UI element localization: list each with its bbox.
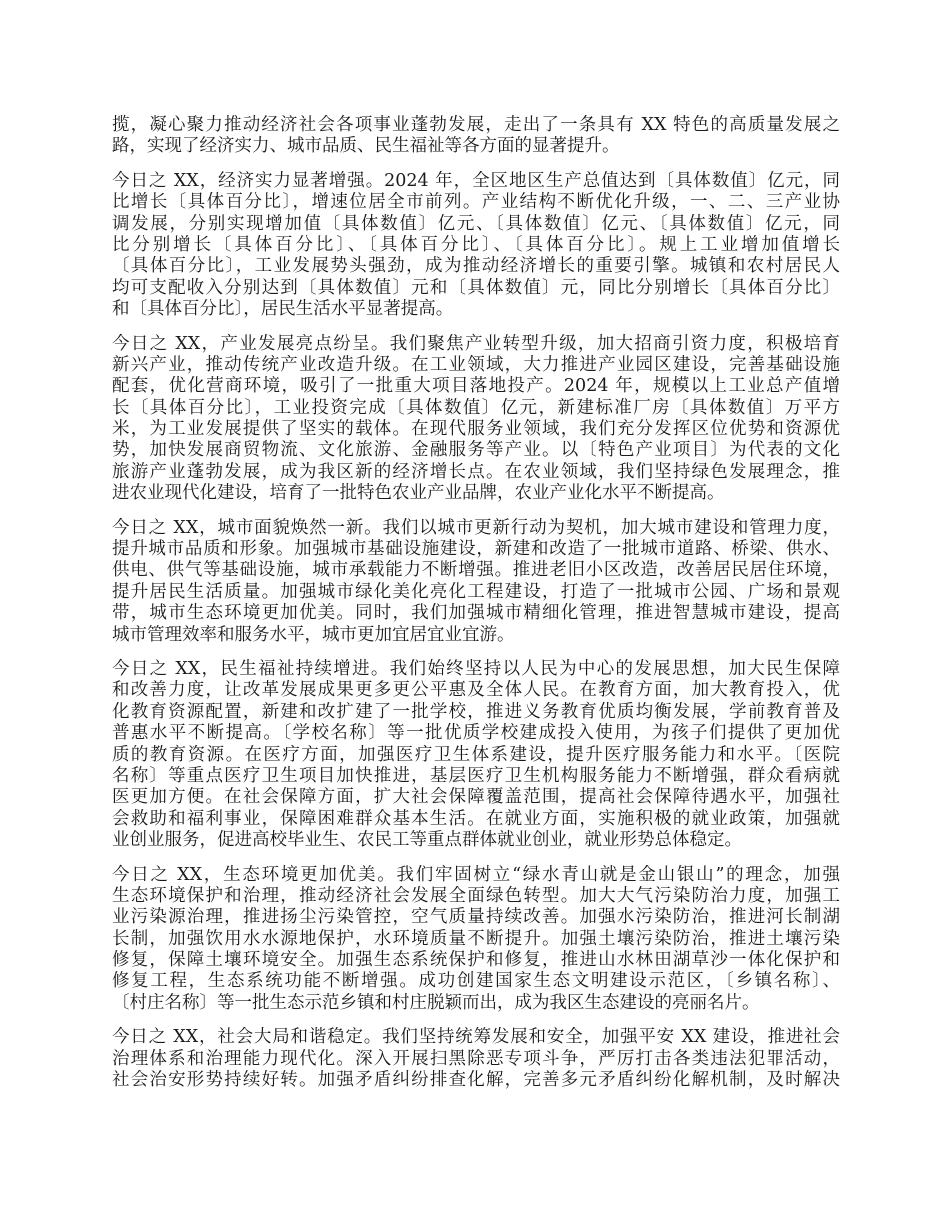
text-line: 今日之 XX，生态环境更加优美。我们牢固树立“绿水青山就是金山银山”的理念，加强	[112, 864, 840, 885]
paragraph	[112, 334, 840, 505]
document-body	[112, 115, 840, 1104]
text-line: 提升居民生活质量。加强城市绿化美化亮化工程建设，打造了一批城市公园、广场和景观	[112, 581, 840, 602]
text-line: 治理体系和治理能力现代化。深入开展扫黑除恶专项斗争，严厉打击各类违法犯罪活动，	[112, 1048, 840, 1069]
text-line: 带，城市生态环境更加优美。同时，我们加强城市精细化管理，推进智慧城市建设，提高	[112, 603, 840, 624]
text-line: 供电、供气等基础设施，城市承载能力不断增强。推进老旧小区改造，改善居民居住环境，	[112, 560, 840, 581]
text-line: 和〔具体百分比〕，居民生活水平显著提高。	[112, 299, 454, 320]
text-line: 今日之 XX，社会大局和谐稳定。我们坚持统筹发展和安全，加强平安 XX 建设，推进社会	[112, 1027, 840, 1048]
text-line: 比增长〔具体百分比〕，增速位居全市前列。产业结构不断优化升级，一、二、三产业协	[112, 192, 840, 213]
text-line: 今日之 XX，民生福祉持续增进。我们始终坚持以人民为中心的发展思想，加大民生保障	[112, 658, 840, 679]
text-line: 今日之 XX，城市面貌焕然一新。我们以城市更新行动为契机，加大城市建设和管理力度，	[112, 517, 840, 538]
text-line: 业创业服务，促进高校毕业生、农民工等重点群体就业创业，就业形势总体稳定。	[112, 830, 742, 851]
text-line: 提升城市品质和形象。加强城市基础设施建设，新建和改造了一批城市道路、桥梁、供水、	[112, 539, 840, 560]
text-line: 化教育资源配置，新建和改扩建了一批学校，推进义务教育优质均衡发展，学前教育普及	[112, 701, 840, 722]
paragraph	[112, 171, 840, 321]
text-line: 〔具体百分比〕，工业发展势头强劲，成为推动经济增长的重要引擎。城镇和农村居民人	[112, 256, 840, 277]
paragraph	[112, 115, 840, 158]
text-line: 比分别增长〔具体百分比〕、〔具体百分比〕、〔具体百分比〕。规上工业增加值增长	[112, 234, 840, 255]
text-line: 修复工程，生态系统功能不断增强。成功创建国家生态文明建设示范区，〔乡镇名称〕、	[112, 971, 840, 992]
paragraph	[112, 659, 840, 852]
text-line: 配套，优化营商环境，吸引了一批重大项目落地投产。2024 年，规模以上工业总产值增	[112, 376, 840, 397]
text-line: 调发展，分别实现增加值〔具体数值〕亿元、〔具体数值〕亿元、〔具体数值〕亿元，同	[112, 213, 840, 234]
paragraph	[112, 1027, 840, 1091]
text-line: 长制，加强饮用水水源地保护，水环境质量不断提升。加强土壤污染防治，推进土壤污染	[112, 928, 840, 949]
text-line: 名称〕等重点医疗卫生项目加快推进，基层医疗卫生机构服务能力不断增强，群众看病就	[112, 765, 840, 786]
text-line: 生态环境保护和治理，推动经济社会发展全面绿色转型。加大大气污染防治力度，加强工	[112, 885, 840, 906]
text-line: 新兴产业，推动传统产业改造升级。在工业领域，大力推进产业园区建设，完善基础设施	[112, 354, 840, 375]
text-line: 业污染源治理，推进扬尘污染管控，空气质量持续改善。加强水污染防治，推进河长制湖	[112, 907, 840, 928]
text-line: 路，实现了经济实力、城市品质、民生福祉等各方面的显著提升。	[112, 136, 620, 157]
paragraph	[112, 865, 840, 1015]
text-line: 普惠水平不断提高。〔学校名称〕等一批优质学校建成投入使用，为孩子们提供了更加优	[112, 723, 840, 744]
text-line: 质的教育资源。在医疗方面，加强医疗卫生体系建设，提升医疗服务能力和水平。〔医院	[112, 744, 840, 765]
text-line: 进农业现代化建设，培育了一批特色农业产业品牌，农业产业化水平不断提高。	[112, 483, 725, 504]
text-line: 和改善力度，让改革发展成果更多更公平惠及全体人民。在教育方面，加大教育投入，优	[112, 680, 840, 701]
text-line: 势，加快发展商贸物流、文化旅游、金融服务等产业。以〔特色产业项目〕为代表的文化	[112, 440, 840, 461]
text-line: 揽，凝心聚力推动经济社会各项事业蓬勃发展，走出了一条具有 XX 特色的高质量发展之	[112, 115, 840, 135]
text-line: 会救助和福利事业，保障困难群众基本生活。在就业方面，实施积极的就业政策，加强就	[112, 808, 840, 829]
paragraph	[112, 518, 840, 646]
text-line: 今日之 XX，经济实力显著增强。2024 年，全区地区生产总值达到〔具体数值〕亿元，同	[112, 170, 840, 191]
text-line: 〔村庄名称〕等一批生态示范乡镇和村庄脱颖而出，成为我区生态建设的亮丽名片。	[112, 992, 760, 1013]
text-line: 米，为工业发展提供了坚实的载体。在现代服务业领域，我们充分发挥区位优势和资源优	[112, 419, 840, 440]
text-line: 今日之 XX，产业发展亮点纷呈。我们聚焦产业转型升级，加大招商引资力度，积极培育	[112, 333, 840, 354]
text-line: 城市管理效率和服务水平，城市更加宜居宜业宜游。	[112, 624, 515, 645]
text-line: 修复，保障土壤环境安全。加强生态系统保护和修复，推进山水林田湖草沙一体化保护和	[112, 950, 840, 971]
text-line: 医更加方便。在社会保障方面，扩大社会保障覆盖范围，提高社会保障待遇水平，加强社	[112, 787, 840, 808]
text-line: 社会治安形势持续好转。加强矛盾纠纷排查化解，完善多元矛盾纠纷化解机制，及时解决	[112, 1070, 840, 1091]
text-line: 长〔具体百分比〕，工业投资完成〔具体数值〕亿元，新建标准厂房〔具体数值〕万平方	[112, 397, 840, 418]
text-line: 旅游产业蓬勃发展，成为我区新的经济增长点。在农业领域，我们坚持绿色发展理念，推	[112, 461, 840, 482]
text-line: 均可支配收入分别达到〔具体数值〕元和〔具体数值〕元，同比分别增长〔具体百分比〕	[112, 277, 840, 298]
